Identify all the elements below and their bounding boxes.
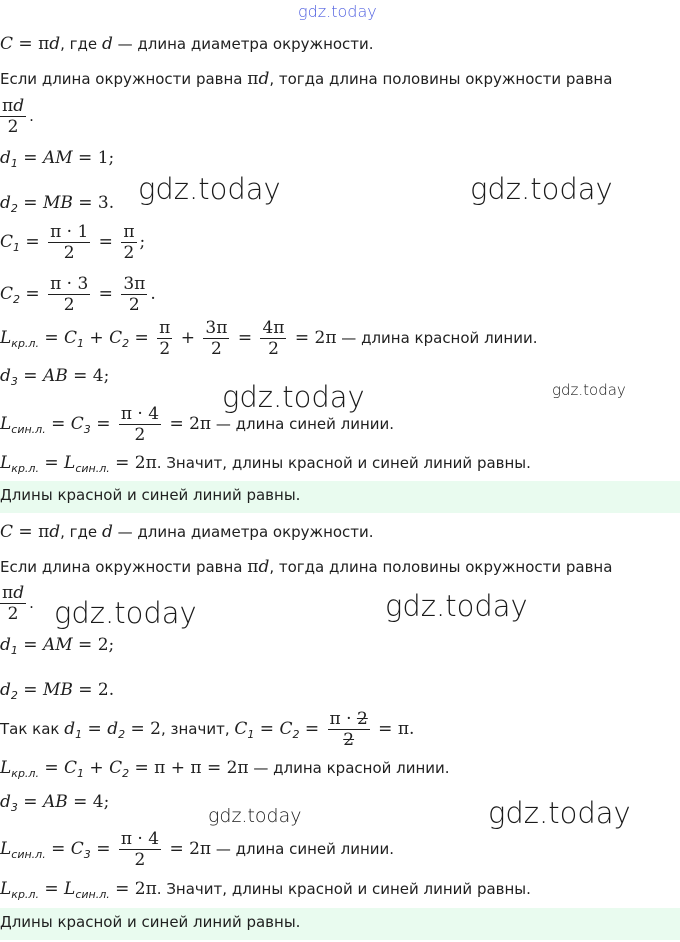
watermark: gdz.today: [208, 805, 302, 827]
d1-line: $d_1$ = AM = 1;: [0, 148, 115, 170]
watermark: gdz.today: [54, 596, 197, 630]
answer-text: Длины красной и синей линий равны.: [0, 486, 301, 504]
d1-line: $d_1$ = AM = 2;: [0, 635, 115, 657]
watermark: gdz.today: [552, 381, 626, 399]
watermark: gdz.today: [470, 172, 613, 206]
equality-line: $L_{кр.л.} = L_{син.л.} = 2\pi$. Значит, длины красной и синей линий равны.: [0, 879, 531, 901]
l-blue-line: $L_{син.л.} = C_3$ = $\frac{\pi \cdot 4}{2}$ = 2π — длина синей линии.: [0, 829, 395, 870]
c2-line: $C_2$ = $\frac{\pi \cdot 3}{2}$ = $\frac{3\pi}{2}$ .: [0, 274, 156, 315]
l-red-line: $L_{кр.л.} = C_1 + C_2$ = $\frac{\pi}{2}$ + $\frac{3\pi}{2}$ = $\frac{4\pi}{2}$ = 2π — длина красной линии.: [0, 318, 538, 359]
half-intro: Если длина окружности равна πd, тогда длина половины окружности равна: [0, 69, 613, 89]
circumference-formula: C = πd, где d — длина диаметра окружности.: [0, 34, 374, 54]
d3-line: $d_3$ = AB = 4;: [0, 792, 110, 814]
watermark: gdz.today: [222, 380, 365, 414]
half-result: $\frac{\pi d}{2}$ .: [2, 96, 34, 137]
half-result: $\frac{\pi d}{2}$ .: [2, 583, 34, 624]
l-red-line: $L_{кр.л.} = C_1 + C_2 = \pi + \pi = 2\pi$ — длина красной линии.: [0, 758, 450, 780]
watermark: gdz.today: [138, 172, 281, 206]
watermark: gdz.today: [488, 796, 631, 830]
circumference-formula: C = πd, где d — длина диаметра окружности.: [0, 522, 374, 542]
d2-line: $d_2$ = MB = 3.: [0, 193, 115, 215]
half-intro: Если длина окружности равна πd, тогда длина половины окружности равна: [0, 557, 613, 577]
answer-band: [0, 481, 680, 513]
d2-line: $d_2$ = MB = 2.: [0, 680, 115, 702]
answer-band: [0, 908, 680, 940]
c-equal-line: Так как $d_1 = d_2 = 2$, значит, $C_1 = C_2$ = $\frac{\pi \cdot 2}{2}$ = π.: [0, 709, 415, 750]
c1-line: $C_1$ = $\frac{\pi \cdot 1}{2}$ = $\frac{\pi}{2}$ ;: [0, 222, 146, 263]
l-blue-line: $L_{син.л.} = C_3$ = $\frac{\pi \cdot 4}{2}$ = 2π — длина синей линии.: [0, 404, 395, 445]
answer-text: Длины красной и синей линий равны.: [0, 913, 301, 931]
watermark: gdz.today: [385, 589, 528, 623]
watermark-top: gdz.today: [298, 2, 377, 21]
equality-line: $L_{кр.л.} = L_{син.л.} = 2\pi$. Значит, длины красной и синей линий равны.: [0, 453, 531, 475]
d3-line: $d_3$ = AB = 4;: [0, 366, 110, 388]
